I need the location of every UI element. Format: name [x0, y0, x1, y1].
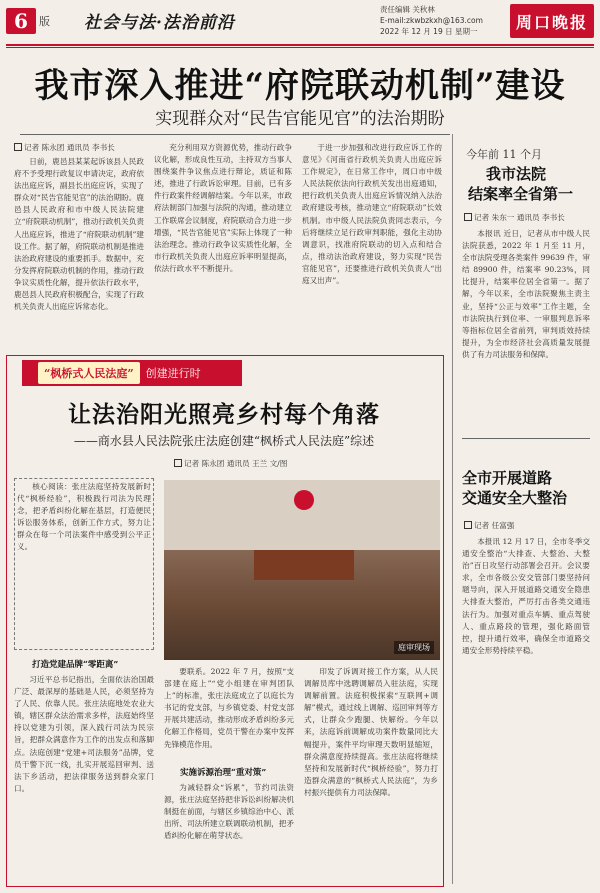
side-title-line4: 交通安全大整治	[462, 489, 568, 507]
photo-caption: 庭审现场	[394, 641, 434, 654]
court-emblem-icon	[294, 490, 314, 510]
side-byline: 记者 朱东一 通讯员 李书长	[474, 213, 565, 222]
editor-email: E-mail:zkwbzkxh@163.com	[380, 16, 483, 25]
main-headline: 我市深入推进“府院联动机制”建设	[34, 66, 566, 106]
byline-box-icon	[464, 213, 472, 221]
feature-subtitle: ——商水县人民法院张庄法庭创建“枫桥式人民法庭”综述	[73, 434, 375, 448]
col2-text: 充分利用双方资源优势，推动行政争议化解，形成良性互动，主持双方当事人围绕案件争议焦点进行辩论，质证和陈述，推进了行政诉讼审理。目前，已有多件行政案件经调解结案。今年以来，市政府法制部门加强与法院的沟通，推动建立工作联席会议制度，府院联动合力进一步增强，“民告官能见官”实际上体现了一种法治理念。推动行政争议实质性化解，全市行政机关负责人出庭应诉率明显提高，依法行政水平不断提升。	[154, 143, 292, 273]
col1-byline-wrap	[14, 142, 144, 153]
byline-box-icon	[174, 459, 182, 467]
feature-banner-tag: “枫桥式人民法庭”	[38, 362, 140, 384]
main-subheadline: 实现群众对“民告官能见官”的法治期盼	[155, 109, 445, 129]
side-byline2: 记者 任富强	[474, 521, 515, 530]
feature-note: 核心阅读：张庄法庭坚持发展新时代“枫桥经验”，积极践行司法为民理念，把矛盾纠纷化解在基层，打造便民诉讼服务体系，创新工作方式，努力让群众在每一个司法案件中感受到公平正义。	[14, 478, 154, 650]
section-title: 社会与法·法治前沿	[84, 13, 235, 33]
feature-col-b: 要联系。2022 年 7 月，按照“支部建在庭上”“党小组建在审判团队上”的标准，张庄法庭成立了以庭长为书记的党支部，与乡镇党委、村党支部开展共建活动，推动形成矛盾纠纷多元化解工作格局，党员干警在办案中发挥先锋模范作用。	[164, 667, 294, 749]
side-divider	[462, 438, 590, 439]
page-number	[6, 6, 82, 36]
feature-title: 让法治阳光照亮乡村每个角落	[68, 401, 380, 428]
right-col-rule	[452, 134, 453, 884]
side-text: 本报讯 近日，记者从市中级人民法院获悉，2022 年 1 月至 11 月，全市法院受理各类案件 99639 件，审结 89900 件，结案率 90.23%，同比提升，结案率位居全省第一。据了解，今年以来，全市法院聚焦主责主业，坚持“公正与效率”工作主题，全市法院执行到位率、一审服判息诉率等指标位居全省前列，审判质效持续提升，为全市经济社会高质量发展提供了有力司法服务和保障。	[462, 229, 590, 359]
editor-name: 责任编辑 关秋林	[380, 5, 435, 14]
issue-date: 2022 年 12 月 19 日 星期一	[380, 27, 478, 36]
col1-byline: 记者 陈永团 通讯员 李书长	[24, 143, 115, 152]
headline-divider	[20, 134, 450, 135]
side-text2: 本报讯 12 月 17 日，全市冬季交通安全整治“大排查、大整治、大整治”百日攻坚行动部署会召开。会议要求，全市各级公安交管部门要坚持问题导向，深入开展道路交通安全隐患大排查大整治，严厉打击各类交通违法行为。加强对重点车辆、重点驾驶人、重点路段的管理，强化路面管控，提升通行效率，确保全市道路交通安全形势持续平稳。	[462, 537, 590, 655]
header-divider	[6, 44, 594, 46]
editor-info	[380, 4, 506, 37]
feature-banner	[22, 360, 242, 386]
side-title-line3: 全市开展道路	[462, 469, 553, 487]
newspaper-logo: 周口晚报	[510, 4, 594, 38]
feature-col-c: 印发了诉调对接工作方案，从人民调解员库中选聘调解员入驻法庭，实现调解前置。法庭积极探索“互联网+调解”模式，通过线上调解、巡回审判等方式，让群众少跑腿、快解纷。今年以来，法庭诉前调解成功案件数量同比大幅提升，案件平均审理天数明显缩短，群众满意度持续提高。张庄法庭将继续坚持和发展新时代“枫桥经验”，努力打造群众满意的“枫桥式人民法庭”，为乡村振兴提供有力司法保障。	[304, 667, 438, 797]
feature-col-b2: 为减轻群众“诉累”，节约司法资源，张庄法庭坚持把非诉讼纠纷解决机制挺在前面，与辖区乡镇综治中心、派出所、司法所建立联调联动机制，把矛盾纠纷化解在萌芽状态。	[164, 783, 294, 841]
page-suffix: 版	[39, 15, 50, 28]
feature-col-a: 习近平总书记指出，全面依法治国最广泛、最深厚的基础是人民，必须坚持为了人民、依靠人民。张庄法庭地处农业大镇，辖区群众法治需求多样，法庭始终坚持以党建为引领，深入践行司法为民宗旨，把群众满意作为工作的出发点和落脚点。法庭创建“党建+司法服务”品牌，党员干警下沉一线，扎实开展巡回审判、送法下乡活动，把法律服务送到群众家门口。	[14, 675, 154, 793]
feature-subhead1: 打造党建品牌“零距离”	[32, 660, 119, 670]
byline-box-icon	[14, 143, 22, 151]
side-title-line2: 结案率全省第一	[468, 185, 574, 203]
header-divider-thin	[6, 47, 594, 48]
page-number-badge: 6	[6, 8, 36, 34]
byline-box-icon	[464, 521, 472, 529]
col3-text: 于进一步加强和改进行政应诉工作的意见》《河南省行政机关负责人出庭应诉工作规定》，在日常工作中，周口市中级人民法院依法向行政机关发出出庭通知，把行政机关负责人出庭应诉情况纳入法治政府建设考核，推动建立“府院联动”长效机制。市中级人民法院负责同志表示，今后将继续立足行政审判职能，强化主动协调意识，找准府院联动的切入点和结合点，推动法治政府建设，努力实现“民告官能见官”，还要推进行政机关负责人“出庭又出声”。	[302, 143, 442, 286]
feature-banner-text: 创建进行时	[145, 367, 201, 380]
col1-text: 日前，鹿邑县某某起诉该县人民政府不予受理行政复议申请决定，政府依法出庭应诉，副县长出庭应诉，实现了群众对“民告官能见官”的法治期盼。鹿邑县人民政府和市中级人民法院建立“府院联动机制”，推动行政机关负责人出庭应诉，推进了“府院联动机制”建设工作。据了解，府院联动机制是推进法治政府建设的重要抓手。数据中，充分发挥府院联动机制的作用，推动行政争议实质性化解，提升依法行政水平，鹿邑县人民政府积极配合，实现了行政机关负责人出庭应诉常态化。	[14, 157, 144, 312]
feature-subhead2: 实施诉源治理“重对策”	[180, 768, 267, 778]
court-photo	[164, 480, 440, 660]
feature-byline: 记者 陈永团 通讯员 王兰 文/图	[184, 459, 288, 468]
side-kicker: 今年前 11 个月	[466, 148, 542, 161]
side-title-line1: 我市法院	[486, 165, 547, 183]
